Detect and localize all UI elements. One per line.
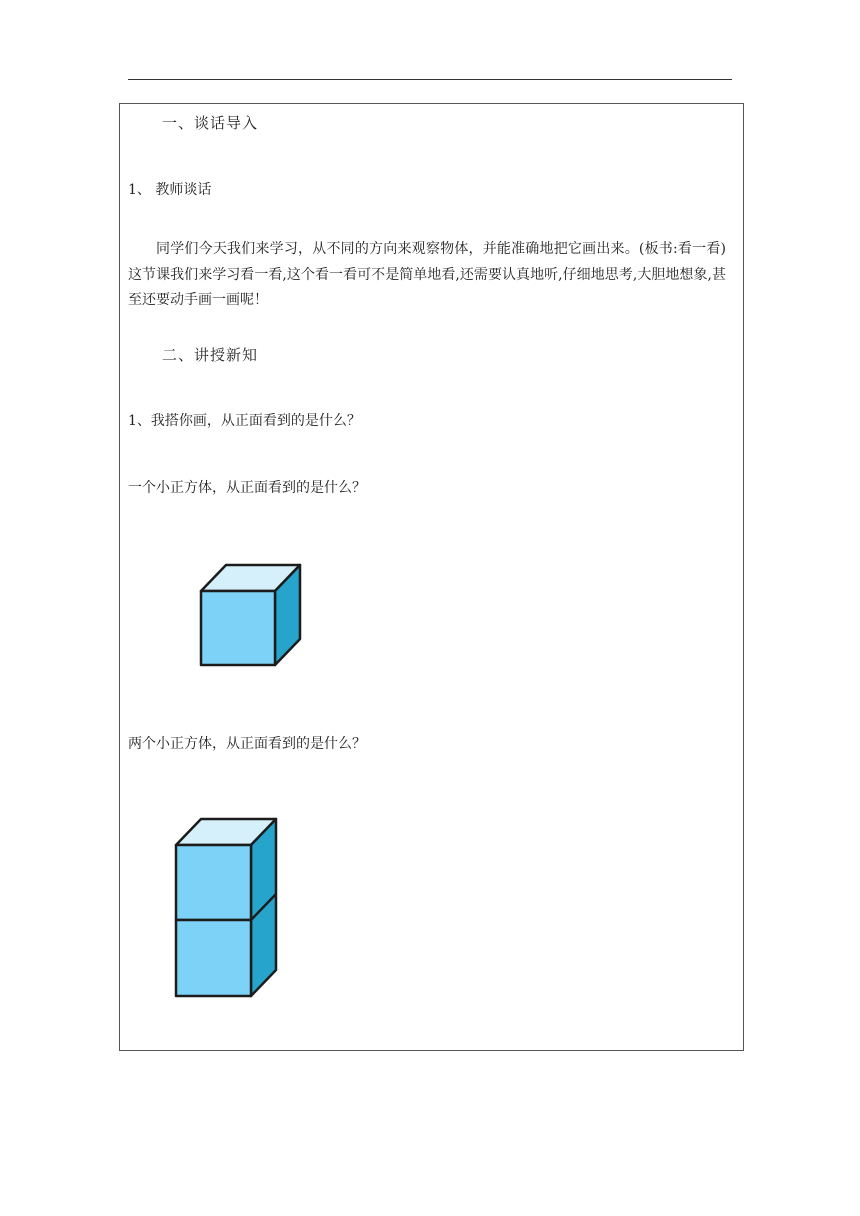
stack-upper-front-face bbox=[176, 845, 251, 920]
stack-lower-front-face bbox=[176, 920, 251, 996]
header-rule bbox=[128, 79, 732, 80]
question-two-cubes: 两个小正方体，从正面看到的是什么？ bbox=[128, 736, 366, 752]
question-build-and-draw: 1、我搭你画，从正面看到的是什么？ bbox=[128, 413, 361, 429]
subheading-teacher-talk: 1、 教师谈话 bbox=[128, 182, 212, 198]
cube-front-face bbox=[201, 591, 275, 665]
stacked-cubes-figure bbox=[165, 810, 285, 1005]
single-cube-figure bbox=[190, 555, 310, 675]
section-heading-intro: 一、谈话导入 bbox=[162, 114, 259, 132]
intro-paragraph: 同学们今天我们来学习，从不同的方向来观察物体，并能准确地把它画出来。(板书:看一看)这节课我们来学习看一看,这个看一看可不是简单地看,还需要认真地听,仔细地思考,大胆地想象,甚至还要动手画一画呢！ bbox=[128, 241, 726, 308]
question-one-cube: 一个小正方体，从正面看到的是什么？ bbox=[128, 480, 366, 496]
section-heading-new-knowledge: 二、讲授新知 bbox=[162, 346, 259, 364]
